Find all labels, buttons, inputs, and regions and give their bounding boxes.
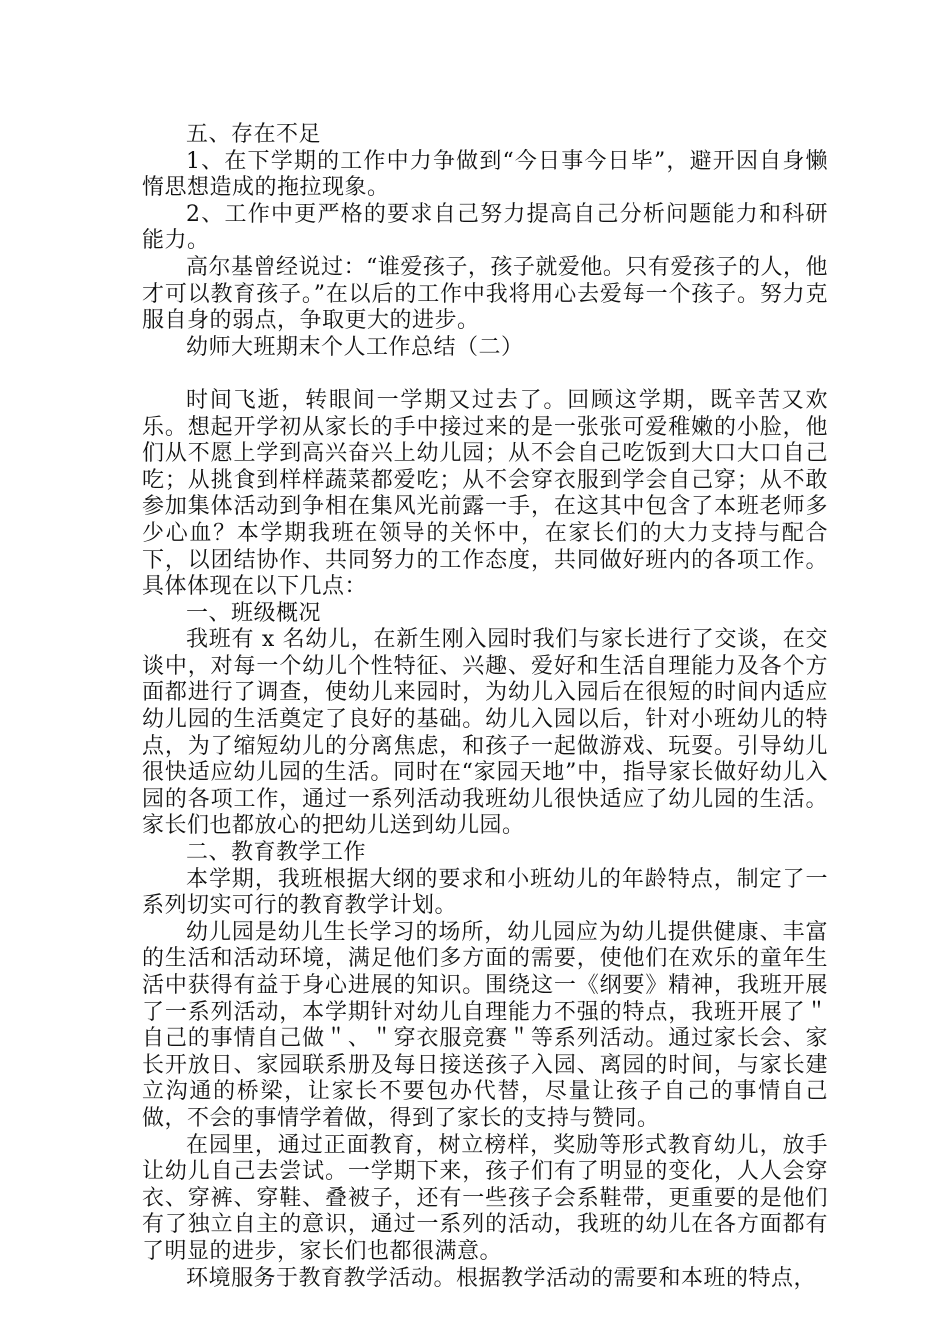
section-heading-shortcomings: 五、存在不足 (186, 122, 322, 147)
paragraph: 本学期，我班根据大纲的要求和小班幼儿的年龄特点，制定了一系列切实可行的教育教学计划。 (142, 866, 828, 919)
paragraph: 环境服务于教育教学活动。根据教学活动的需要和本班的特点， (186, 1265, 817, 1291)
paragraph: 幼儿园是幼儿生长学习的场所，幼儿园应为幼儿提供健康、丰富的生活和活动环境，满足他们多方面的需要，使他们在欢乐的童年生活中获得有益于身心进展的知识。围绕这一《纲要》精神，我班开展了一系列活动，本学期针对幼儿自理能力不强的特点，我班开展了＂自己的事情自己做＂、＂穿衣服竞赛＂等系列活动。通过家长会、家长开放日、家园联系册及每日接送孩子入园、离园的时间，与家长建立沟通的桥梁，让家长不要包办代替，尽量让孩子自己的事情自己做，不会的事情学着做，得到了家长的支持与赞同。 (142, 919, 828, 1131)
section-heading-class-overview: 一、班级概况 (186, 600, 322, 626)
paragraph: 时间飞逝，转眼间一学期又过去了。回顾这学期，既辛苦又欢乐。想起开学初从家长的手中接过来的是一张张可爱稚嫩的小脸，他们从不愿上学到高兴奋兴上幼儿园；从不会自己吃饭到大口大口自己吃；从挑食到样样蔬菜都爱吃；从不会穿衣服到学会自己穿；从不敢参加集体活动到争相在集风光前露一手，在这其中包含了本班老师多少心血？本学期我班在领导的关怀中，在家长们的大力支持与配合下，以团结协作、共同努力的工作态度，共同做好班内的各项工作。具体体现在以下几点： (142, 387, 828, 600)
paragraph: 在园里，通过正面教育，树立榜样，奖励等形式教育幼儿，放手让幼儿自己去尝试。一学期下来，孩子们有了明显的变化，人人会穿衣、穿裤、穿鞋、叠被子，还有一些孩子会系鞋带，更重要的是他们有了独立自主的意识，通过一系列的活动，我班的幼儿在各方面都有了明显的进步，家长们也都很满意。 (142, 1132, 828, 1264)
document-subtitle: 幼师大班期末个人工作总结（二） (186, 334, 524, 360)
document-body (142, 122, 828, 1292)
paragraph: 2、工作中更严格的要求自己努力提高自己分析问题能力和科研能力。 (142, 201, 828, 254)
paragraph: 高尔基曾经说过：“谁爱孩子，孩子就爱他。只有爱孩子的人，他才可以教育孩子。”在以后的工作中我将用心去爱每一个孩子。努力克服自身的弱点，争取更大的进步。 (142, 254, 828, 334)
blank-line (142, 361, 828, 388)
paragraph: 1、在下学期的工作中力争做到“今日事今日毕”，避开因自身懒惰思想造成的拖拉现象。 (142, 148, 828, 201)
paragraph: 我班有 x 名幼儿，在新生刚入园时我们与家长进行了交谈，在交谈中，对每一个幼儿个性特征、兴趣、爱好和生活自理能力及各个方面都进行了调查，使幼儿来园时，为幼儿入园后在很短的时间内适应幼儿园的生活奠定了良好的基础。幼儿入园以后，针对小班幼儿的特点，为了缩短幼儿的分离焦虑，和孩子一起做游戏、玩耍。引导幼儿很快适应幼儿园的生活。同时在“家园天地”中，指导家长做好幼儿入园的各项工作，通过一系列活动我班幼儿很快适应了幼儿园的生活。家长们也都放心的把幼儿送到幼儿园。 (142, 627, 828, 839)
section-heading-teaching: 二、教育教学工作 (186, 840, 367, 866)
